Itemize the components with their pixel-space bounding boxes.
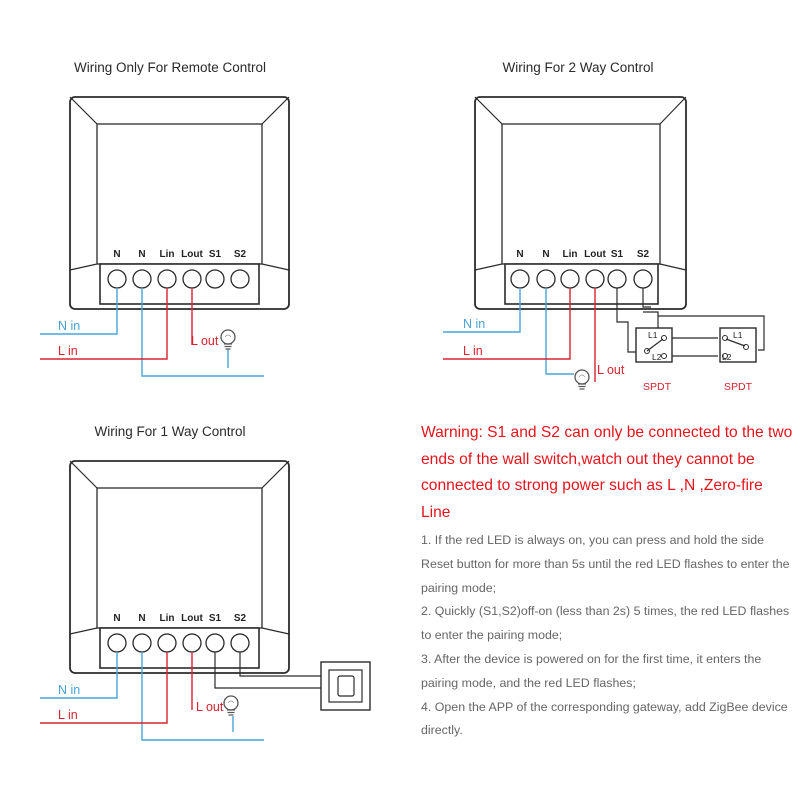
relay-module <box>70 461 289 673</box>
relay-module <box>70 97 289 309</box>
terminal-label-n: N <box>113 249 121 260</box>
spdt-pin-l1: L1 <box>733 330 743 340</box>
terminal-label-s2: S2 <box>233 613 247 624</box>
light-bulb-icon <box>575 370 589 389</box>
instruction-item: 1. If the red LED is always on, you can press and hold the side Reset button for more than 5s until the red LED flashes to enter the pairing mode; <box>421 533 790 595</box>
terminal-label-n: N <box>542 249 550 260</box>
n-in-label: N in <box>58 319 81 333</box>
l-out-label: L out <box>597 363 625 377</box>
terminal-label-s1: S1 <box>610 249 624 260</box>
instruction-item: 3. After the device is powered on for the first time, it enters the pairing mode, and the red LED flashes; <box>421 651 762 690</box>
spdt-switch-2 <box>720 328 756 362</box>
terminal-label-lout: Lout <box>181 249 203 260</box>
l-out-label: L out <box>196 700 224 714</box>
l-in-label: L in <box>463 344 483 358</box>
wall-switch-icon <box>321 662 370 710</box>
terminal-label-lin: Lin <box>159 249 175 260</box>
terminal-label-s2: S2 <box>233 249 247 260</box>
warning-text: Warning: S1 and S2 can only be connected to the two ends of the wall switch,watch out they cannot be connected to strong power such as L ,N ,Zero-fire Line <box>421 424 793 521</box>
n-in-label: N in <box>463 317 486 331</box>
spdt-switch-1 <box>636 328 672 362</box>
panel-two-way-control <box>443 60 764 393</box>
relay-module <box>475 97 686 309</box>
light-bulb-icon <box>221 330 235 349</box>
spdt-label: SPDT <box>642 381 672 393</box>
panel-title: Wiring Only For Remote Control <box>73 60 267 75</box>
terminal-label-n: N <box>138 613 146 624</box>
panel-remote-control <box>40 60 289 376</box>
spdt-pin-l2: L2 <box>652 352 662 362</box>
instruction-item: 2. Quickly (S1,S2)off-on (less than 2s) 5 times, the red LED flashes to enter the pairing mode; <box>421 604 790 643</box>
panel-title: Wiring For 2 Way Control <box>502 60 654 75</box>
spdt-label: SPDT <box>723 381 753 393</box>
panel-one-way-control <box>40 424 370 740</box>
terminal-label-n: N <box>138 249 146 260</box>
terminal-label-s2: S2 <box>636 249 650 260</box>
panel-title: Wiring For 1 Way Control <box>94 424 246 439</box>
terminal-label-s1: S1 <box>208 249 222 260</box>
terminal-label-lout: Lout <box>181 613 203 624</box>
l-in-label: L in <box>58 708 78 722</box>
spdt-pin-l1: L1 <box>648 330 658 340</box>
l-out-label: L out <box>191 334 219 348</box>
pairing-instructions <box>421 529 793 743</box>
l-in-label: L in <box>58 344 78 358</box>
n-in-label: N in <box>58 683 81 697</box>
terminal-label-n: N <box>516 249 524 260</box>
terminal-label-s1: S1 <box>208 613 222 624</box>
terminal-label-n: N <box>113 613 121 624</box>
spdt-pin-l2: L2 <box>722 352 732 362</box>
terminal-label-lin: Lin <box>562 249 578 260</box>
terminal-label-lout: Lout <box>584 249 606 260</box>
terminal-label-lin: Lin <box>159 613 175 624</box>
light-bulb-icon <box>224 696 238 715</box>
instruction-item: 4. Open the APP of the corresponding gateway, add ZigBee device directly. <box>421 699 788 738</box>
